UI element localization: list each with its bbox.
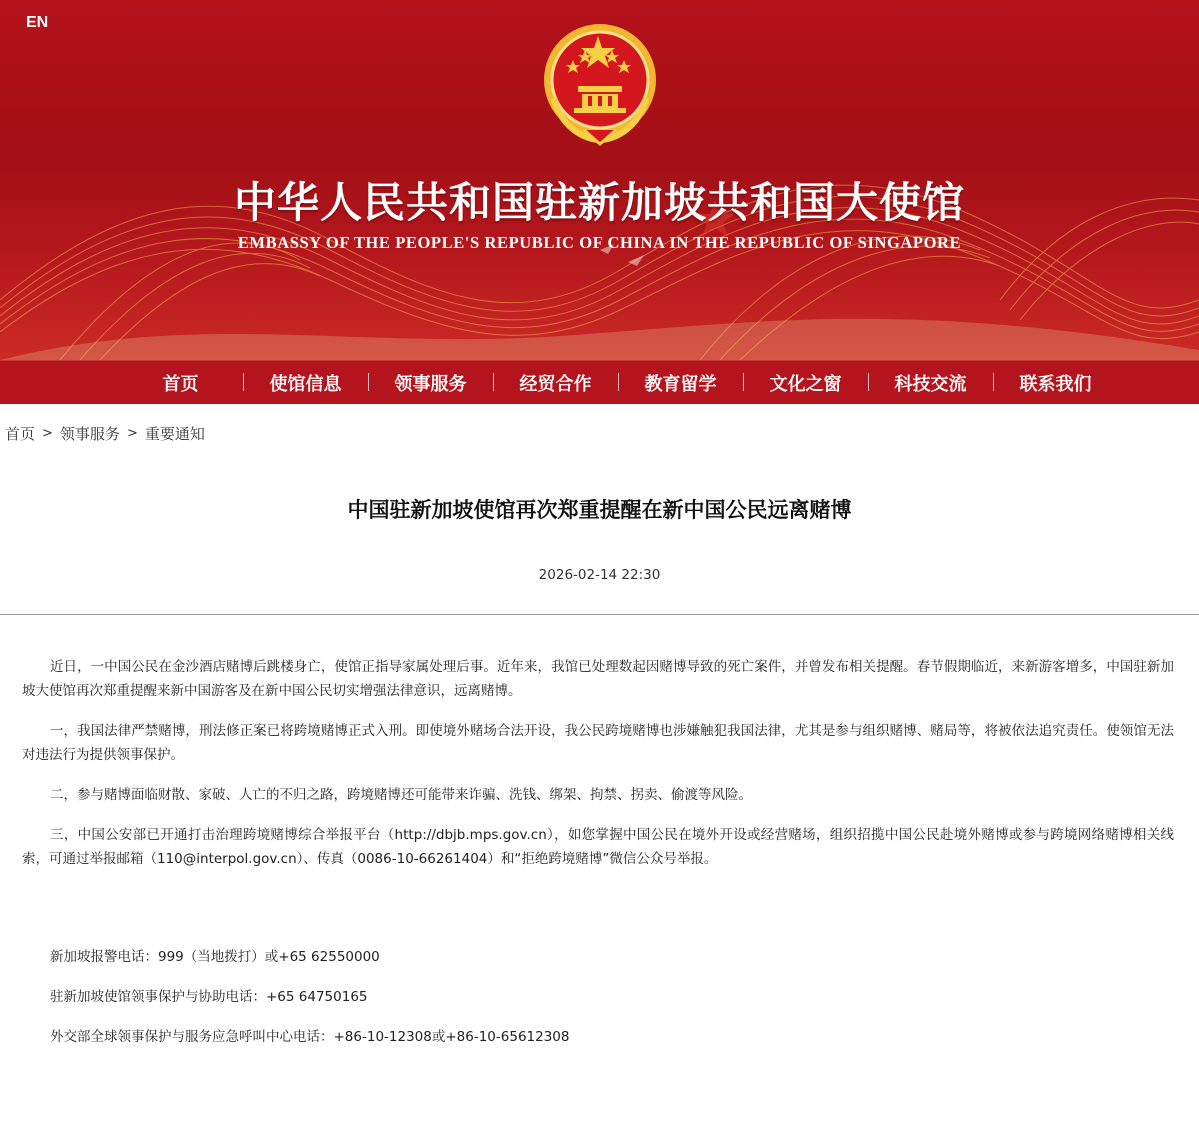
breadcrumb-home-link[interactable]: 首页 bbox=[5, 425, 36, 443]
contact-line-police: 新加坡报警电话：999（当地拨打）或+65 62550000 bbox=[50, 949, 380, 965]
language-switch-en[interactable]: EN bbox=[26, 14, 49, 31]
nav-item-embassy-info[interactable]: 使馆信息 bbox=[243, 370, 368, 396]
nav-item-economy-trade[interactable]: 经贸合作 bbox=[493, 370, 618, 396]
contact-line-mfa-hotline: 外交部全球领事保护与服务应急呼叫中心电话：+86-10-12308或+86-10-65612308 bbox=[50, 1029, 570, 1045]
title-divider bbox=[0, 614, 1199, 615]
nav-item-consular-services[interactable]: 领事服务 bbox=[368, 370, 493, 396]
contact-line-embassy: 驻新加坡使馆领事保护与协助电话：+65 64750165 bbox=[50, 989, 368, 1005]
article-date: 2026-02-14 22:30 bbox=[538, 567, 661, 583]
site-title-english: EMBASSY OF THE PEOPLE'S REPUBLIC OF CHINA IN THE REPUBLIC OF SINGAPORE bbox=[237, 233, 962, 252]
article-paragraph: 近日，一中国公民在金沙酒店赌博后跳楼身亡，使馆正指导家属处理后事。近年来，我馆已处理数起因赌博导致的死亡案件，并曾发布相关提醒。春节假期临近，来新游客增多，中国驻新加坡大使馆再次郑重提醒来新中国游客及在新中国公民切实增强法律意识，远离赌博。 bbox=[22, 659, 1174, 699]
article-title: 中国驻新加坡使馆再次郑重提醒在新中国公民远离赌博 bbox=[347, 498, 852, 522]
nav-item-contact[interactable]: 联系我们 bbox=[993, 370, 1118, 396]
breadcrumb bbox=[5, 423, 205, 444]
nav-item-home[interactable]: 首页 bbox=[162, 373, 199, 395]
contact-list bbox=[50, 945, 569, 1065]
nav-item-culture[interactable]: 文化之窗 bbox=[743, 370, 868, 396]
article-paragraph: 三，中国公安部已开通打击治理跨境赌博综合举报平台（http://dbjb.mps.gov.cn），如您掌握中国公民在境外开设或经营赌场，组织招揽中国公民赴境外赌博或参与跨境网络赌博相关线索，可通过举报邮箱（110@interpol.gov.cn）、传真（0086-10-66261404）和“拒绝跨境赌博”微信公众号举报。 bbox=[22, 827, 1174, 867]
breadcrumb-consular-link[interactable]: 领事服务 bbox=[59, 425, 120, 443]
breadcrumb-separator: > bbox=[42, 426, 53, 441]
breadcrumb-separator: > bbox=[126, 426, 138, 441]
article-paragraph: 二，参与赌博面临财散、家破、人亡的不归之路，跨境赌博还可能带来诈骗、洗钱、绑架、拘禁、拐卖、偷渡等风险。 bbox=[50, 787, 752, 803]
site-title-chinese: 中华人民共和国驻新加坡共和国大使馆 bbox=[233, 178, 965, 227]
national-emblem-icon bbox=[540, 22, 660, 148]
main-navigation bbox=[0, 360, 1199, 404]
article-body bbox=[22, 655, 1174, 887]
header-banner bbox=[0, 0, 1199, 360]
nav-item-education[interactable]: 教育留学 bbox=[618, 370, 743, 396]
article-paragraph: 一，我国法律严禁赌博，刑法修正案已将跨境赌博正式入刑。即使境外赌场合法开设，我公民跨境赌博也涉嫌触犯我国法律，尤其是参与组织赌博、赌局等，将被依法追究责任。使领馆无法对违法行为提供领事保护。 bbox=[22, 723, 1174, 763]
breadcrumb-notice-link[interactable]: 重要通知 bbox=[144, 425, 205, 443]
nav-item-science-tech[interactable]: 科技交流 bbox=[868, 370, 993, 396]
